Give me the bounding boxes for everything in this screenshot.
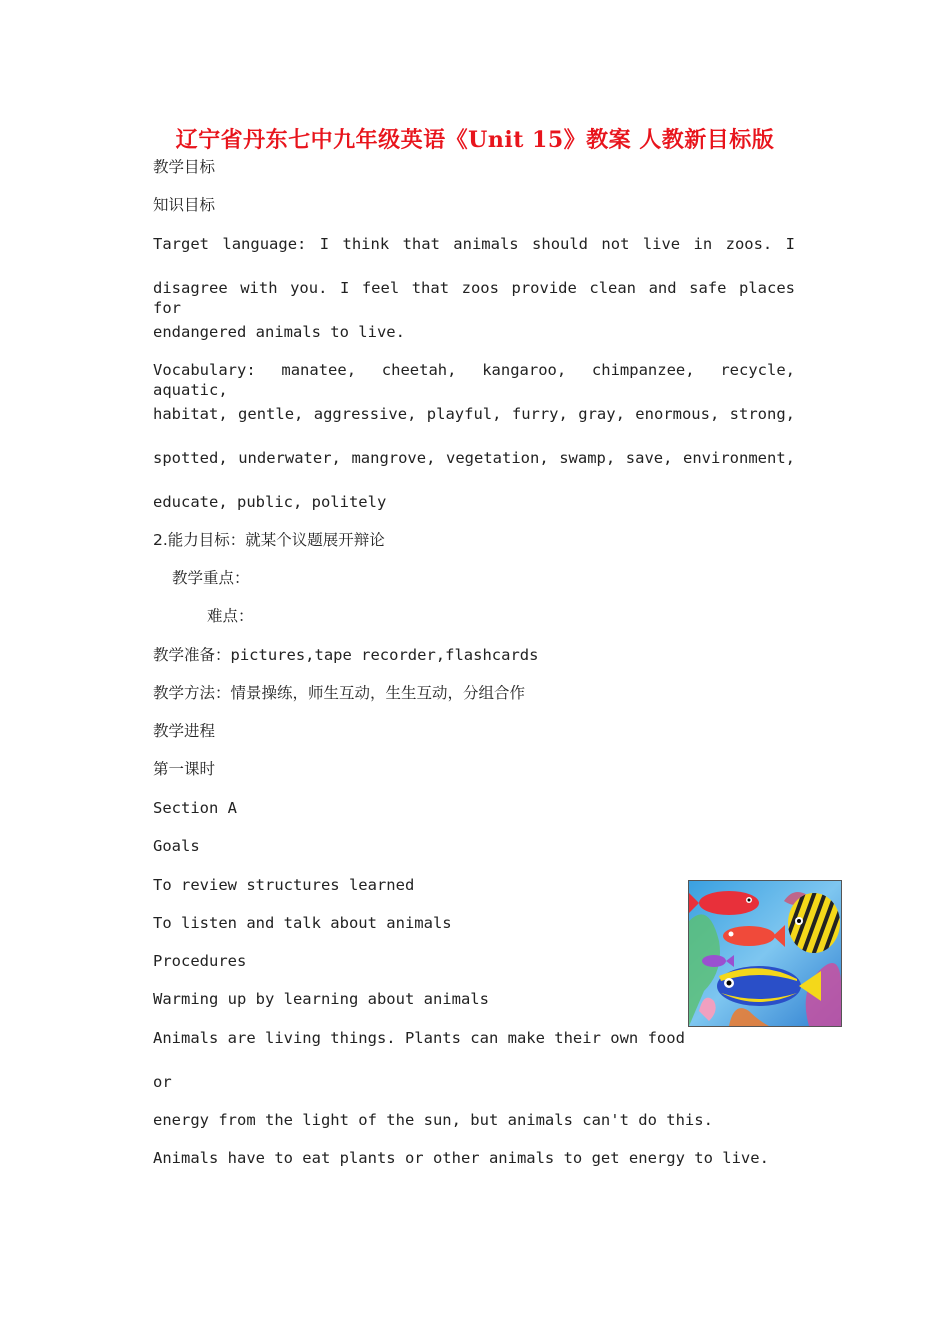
vocabulary-line-3: spotted, underwater, mangrove, vegetation, swamp, save, environment, (153, 449, 795, 467)
warming-up: Warming up by learning about animals (153, 990, 489, 1008)
document-title: 辽宁省丹东七中九年级英语《Unit 15》教案 人教新目标版 (175, 127, 775, 153)
heading-teaching-goals: 教学目标 (153, 158, 216, 176)
ability-goals: 2.能力目标：就某个议题展开辩论 (153, 531, 385, 549)
paragraph-line-1: Animals are living things. Plants can make their own food (153, 1029, 685, 1047)
teaching-key-points: 教学重点： (172, 569, 250, 587)
paragraph-line-3: energy from the light of the sun, but animals can't do this. (153, 1111, 713, 1129)
heading-teaching-process: 教学进程 (153, 722, 216, 740)
heading-procedures: Procedures (153, 952, 247, 970)
goal-review-structures: To review structures learned (153, 876, 415, 894)
target-language-line-1: Target language: I think that animals should not live in zoos. I (153, 235, 795, 253)
heading-goals: Goals (153, 837, 200, 855)
heading-knowledge-goals: 知识目标 (153, 196, 216, 214)
heading-first-period: 第一课时 (153, 760, 216, 778)
heading-section-a: Section A (153, 799, 237, 817)
teaching-methods: 教学方法：情景操练，师生互动，生生互动，分组合作 (153, 684, 526, 702)
target-language-line-2: disagree with you. I feel that zoos provide clean and safe places for (153, 279, 795, 317)
paragraph-line-2: or (153, 1073, 172, 1091)
goal-listen-talk: To listen and talk about animals (153, 914, 452, 932)
vocabulary-line-4: educate, public, politely (153, 493, 387, 511)
tropical-fish-illustration (688, 880, 842, 1027)
teaching-preparation: 教学准备：pictures,tape recorder,flashcards (153, 646, 539, 664)
vocabulary-line-1: Vocabulary: manatee, cheetah, kangaroo, chimpanzee, recycle, aquatic, (153, 361, 795, 399)
vocabulary-line-2: habitat, gentle, aggressive, playful, furry, gray, enormous, strong, (153, 405, 795, 423)
paragraph-line-4: Animals have to eat plants or other animals to get energy to live. (153, 1149, 769, 1167)
target-language-line-3: endangered animals to live. (153, 323, 405, 341)
teaching-difficulties: 难点： (207, 607, 254, 625)
